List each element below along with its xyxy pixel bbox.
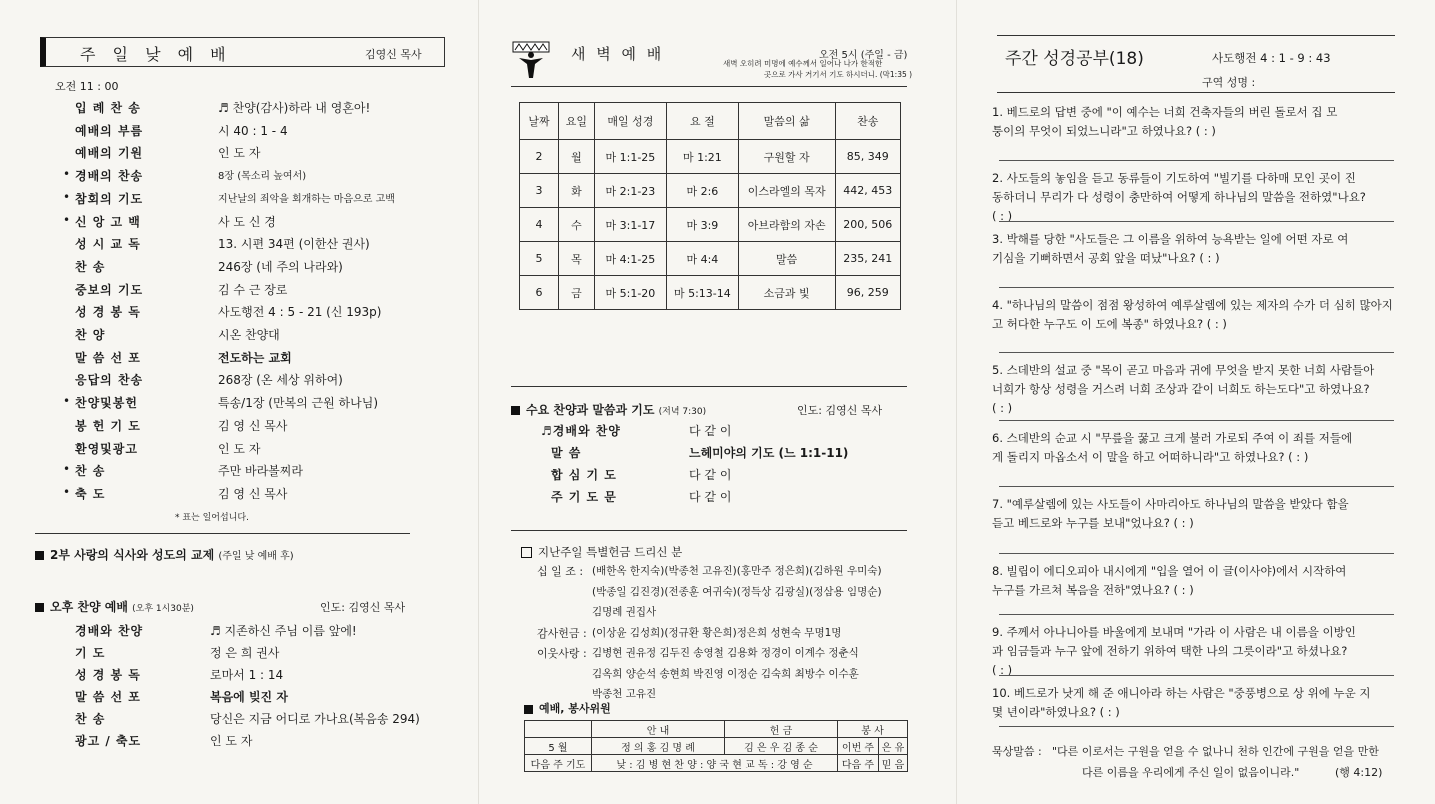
col-usher: 안 내 [592,721,725,738]
service-time: 오전 11 : 00 [55,80,119,93]
question-line: 너희가 항상 성령을 거스려 너희 조상과 같이 너희도 하는도다"고 하였나요? [992,382,1370,396]
afternoon-value: 인 도 자 [210,734,253,748]
dawn-title: 새 벽 예 배 [571,45,665,63]
dawn-verse-2: 곳으로 가사 거기서 기도 하시더니. (막1:35 ) [764,70,913,79]
bullet-dot: • [63,394,71,409]
question-7 [992,495,1397,533]
order-value: 인 도 자 [218,146,261,161]
standing-note: * 표는 일어섭니다. [175,513,249,523]
table-cell: 마 4:1-25 [594,242,666,276]
service-title: 예배, 봉사위원 [539,702,611,715]
question-line: 1. 베드로의 답변 중에 "이 예수는 너희 건축자들의 버린 돌로서 집 모 [992,105,1338,119]
order-label: 신 앙 고 백 [75,214,141,229]
order-label: 환영및광고 [75,441,138,456]
divider [511,86,907,87]
table-cell: 마 2:1-23 [594,174,666,208]
question-line: ( : ) [992,663,1013,677]
order-value: 246장 (네 주의 나라와) [218,259,343,274]
order-label: 찬양및봉헌 [75,396,138,411]
column-header: 말씀의 삶 [738,103,835,140]
square-bullet-icon [35,603,44,612]
thanks-names: (이상윤 김성희)(정규환 황은희)정은희 성현숙 무명1명 [592,626,842,639]
table-cell: 2 [520,140,559,174]
bullet-dot: • [63,189,71,204]
part2-heading [35,546,294,563]
question-9 [992,623,1397,680]
wednesday-label: 주 기 도 문 [551,490,617,504]
next-week-value: 믿 음 [879,755,908,772]
wednesday-value: 다 같 이 [689,424,732,438]
question-line: 6. 스데반의 순교 시 "무릎을 꿇고 크게 불러 가로되 주여 이 죄를 저들에 [992,431,1353,445]
table-cell: 4 [520,208,559,242]
question-line: 기심을 기뻐하면서 공회 앞을 떠났"나요? ( : ) [992,251,1220,265]
order-value: 8장 (목소리 높여서) [218,171,307,183]
service-usher: 정 의 홍 김 명 례 [592,738,725,755]
answer-line [999,486,1394,487]
question-line: 7. "예루살렘에 있는 사도들이 사마리아도 하나님의 말씀을 받았다 함을 [992,497,1349,511]
next-week-label: 다음 주 [838,755,879,772]
order-label: 참회의 기도 [75,191,144,206]
order-value: 시온 찬양대 [218,328,280,342]
table-row [520,208,901,242]
order-value: 지난날의 죄악을 회개하는 마음으로 고백 [218,193,395,205]
order-value: 268장 (온 세상 위하여) [218,373,343,388]
dawn-verse-1: 새벽 오히려 미명에 예수께서 일어나 나가 한적한 [723,59,883,68]
tithe-names: (박종일 김진경)(전종훈 여귀숙)(정득상 김광실)(정삼용 임명순) [592,585,882,598]
question-6 [992,429,1397,467]
question-line: 8. 빌립이 에디오피아 내시에게 "입을 열어 이 글(이사야)에서 시작하여 [992,564,1347,578]
table-cell: 5 [520,242,559,276]
order-label: 중보의 기도 [75,282,144,297]
question-5 [992,361,1397,418]
answer-line [999,726,1394,727]
table-row [520,174,901,208]
memory-verse-ref: (행 4:12) [1335,766,1383,779]
neighbor-names: 김병현 권유정 김두진 송영철 김용화 정경이 이계수 정춘식 [592,647,859,659]
table-cell: 마 5:13-14 [667,276,739,310]
wednesday-heading [511,401,706,418]
order-value: 전도하는 교회 [218,350,292,365]
daily-bible-table [519,102,901,310]
question-1 [992,103,1397,141]
column-header: 매일 성경 [594,103,666,140]
wednesday-value: 느헤미야의 기도 (느 1:1-11) [689,446,849,460]
order-value: ♬ 찬양(감사)하라 내 영혼아! [218,101,371,115]
order-value: 특송/1장 (만복의 근원 하나님) [218,396,378,411]
part2-title: 2부 사랑의 식사와 성도의 교제 [50,548,215,562]
answer-line [999,675,1394,676]
column-header: 찬송 [835,103,900,140]
divider [35,533,410,534]
order-label: 봉 헌 기 도 [75,418,141,433]
table-cell: 85, 349 [835,140,900,174]
question-line: ( : ) [992,209,1013,223]
question-line: 게 돌리지 마옵소서 이 말을 하고 어떠하니라"고 하였나요? ( : ) [992,450,1309,464]
table-cell: 마 1:21 [667,140,739,174]
divider [511,386,907,387]
service-committee-table [524,720,908,772]
order-value: 13. 시편 34편 (이한산 권사) [218,237,370,252]
table-cell: 마 4:4 [667,242,739,276]
afternoon-value: ♬ 지존하신 주님 이름 앞에! [210,624,357,638]
bullet-dot: • [63,212,71,227]
afternoon-label: 경배와 찬양 [75,624,144,638]
order-value: 김 영 신 목사 [218,418,288,433]
question-2 [992,169,1397,226]
question-8 [992,562,1397,600]
study-scope: 사도행전 4 : 1 - 9 : 43 [1212,51,1331,65]
table-row [520,242,901,276]
square-bullet-icon [511,406,520,415]
wednesday-label: 합 심 기 도 [551,468,617,482]
answer-line [999,221,1394,222]
question-line: 몇 년이라"하였나요? ( : ) [992,705,1120,719]
table-cell: 96, 259 [835,276,900,310]
order-label: 찬 송 [75,464,106,479]
afternoon-value: 로마서 1 : 14 [210,668,284,682]
order-value: 주만 바라볼찌라 [218,464,303,479]
memory-verse-line-1: "다른 이로서는 구원을 얻을 수 없나니 천하 인간에 구원을 얻을 만한 [1052,745,1379,758]
part2-sub: (주일 낮 예배 후) [218,551,294,562]
sunday-service-panel [0,0,478,804]
order-label: 축 도 [75,486,106,501]
answer-line [999,614,1394,615]
study-title: 주간 성경공부(18) [1005,49,1144,69]
tithe-names: 김명례 권집사 [592,606,657,618]
table-cell: 이스라엘의 목자 [738,174,835,208]
group-name-field: 구역 성명 : [1202,76,1256,89]
table-cell: 금 [559,276,595,310]
afternoon-label: 성 경 봉 독 [75,668,141,682]
answer-line [999,553,1394,554]
answer-line [999,160,1394,161]
column-header: 요 절 [667,103,739,140]
question-line: 퉁이의 무엇이 되었느니라"고 하였나요? ( : ) [992,124,1216,138]
square-bullet-icon [524,705,533,714]
afternoon-pastor: 인도: 김영신 목사 [320,601,406,614]
question-3 [992,230,1397,268]
neighbor-names: 김옥희 양순석 송현희 박진영 이정순 김숙희 최방수 이수훈 [592,667,859,680]
order-value: 사 도 신 경 [218,214,276,229]
table-cell: 소금과 빛 [738,276,835,310]
afternoon-value: 복음에 빚진 자 [210,690,288,704]
wednesday-label: ♬경배와 찬양 [541,424,621,438]
service-week-value: 은 유 [879,738,908,755]
order-value: 김 영 신 목사 [218,486,288,501]
order-value: 시 40 : 1 - 4 [218,123,288,138]
order-value: 김 수 근 장로 [218,282,288,297]
order-label: 예배의 기원 [75,146,144,161]
divider [511,530,907,531]
wednesday-pastor: 인도: 김영신 목사 [797,404,883,417]
table-cell: 마 5:1-20 [594,276,666,310]
memory-verse-line-2: 다른 이름을 우리에게 주신 일이 없음이니라." [1082,766,1300,779]
question-line: 동하더니 무리가 다 성령이 충만하여 어떻게 하나님의 말씀을 전하였"나요? [992,190,1366,204]
table-cell: 3 [520,174,559,208]
table-cell: 마 3:1-17 [594,208,666,242]
order-value: 사도행전 4 : 5 - 21 (신 193p) [218,305,382,320]
bullet-dot: • [63,462,71,477]
order-label: 입 례 찬 송 [75,101,141,115]
table-cell: 월 [559,140,595,174]
table-header-row [520,103,901,140]
service-week-label: 이번 주 [838,738,879,755]
order-label: 찬 송 [75,259,106,274]
offering-heading [521,544,682,560]
table-row [520,140,901,174]
wednesday-sub: (저녁 7:30) [658,407,707,417]
next-prayer-label: 다음 주 기도 [525,755,592,772]
bible-study-panel [956,0,1435,804]
service-offering: 김 은 우 김 종 순 [725,738,838,755]
table-cell: 아브라함의 자손 [738,208,835,242]
afternoon-label: 말 씀 선 포 [75,690,141,704]
page-title: 주 일 낮 예 배 [80,45,232,64]
question-line: 2. 사도들의 놓임을 듣고 동류들이 기도하여 "빌기를 다하매 모인 곳이 진 [992,171,1356,185]
wednesday-value: 다 같 이 [689,490,732,504]
empty-square-icon [521,547,532,558]
table-cell: 구원할 자 [738,140,835,174]
wednesday-title: 수요 찬양과 말씀과 기도 [526,403,655,417]
next-prayer-value: 낮 : 김 병 현 찬 양 : 양 국 현 교 독 : 강 영 순 [592,755,838,772]
question-line: ( : ) [992,401,1013,415]
dawn-time: 오전 5시 (주일 - 금) [819,50,908,61]
order-label: 응답의 찬송 [75,373,144,388]
table-cell: 마 1:1-25 [594,140,666,174]
table-cell: 화 [559,174,595,208]
square-bullet-icon [35,551,44,560]
service-month: 5 월 [525,738,592,755]
table-cell: 235, 241 [835,242,900,276]
question-4 [992,296,1397,334]
order-label: 말 씀 선 포 [75,350,141,365]
question-line: 9. 주께서 아나니아를 바울에게 보내며 "가라 이 사람은 내 이름을 이방인 [992,625,1356,639]
divider [997,35,1395,36]
column-header: 요일 [559,103,595,140]
afternoon-heading [35,598,194,615]
afternoon-label: 광고 / 축도 [75,734,142,748]
memory-verse-label: 묵상말씀 : [992,745,1042,758]
question-line: 듣고 베드로와 누구를 보내"었나요? ( : ) [992,516,1194,530]
question-line: 누구를 가르쳐 복음을 전하"였나요? ( : ) [992,583,1194,597]
afternoon-value: 당신은 지금 어디로 가나요(복음송 294) [210,712,420,726]
question-line: 10. 베드로가 낫게 해 준 애니아라 하는 사람은 "중풍병으로 상 위에 누운 지 [992,686,1371,700]
afternoon-value: 정 은 희 권사 [210,646,280,660]
wednesday-value: 다 같 이 [689,468,732,482]
dawn-service-panel [478,0,957,804]
table-row [520,276,901,310]
bullet-dot: • [63,167,71,182]
answer-line [999,287,1394,288]
table-cell: 수 [559,208,595,242]
question-10 [992,684,1397,722]
praying-figure-icon [511,40,551,80]
col-offering: 헌 금 [725,721,838,738]
question-line: 고 허다한 누구도 이 도에 복종" 하였나요? ( : ) [992,317,1227,331]
table-cell: 442, 453 [835,174,900,208]
table-cell: 마 3:9 [667,208,739,242]
afternoon-sub: (오후 1시30분) [132,604,194,614]
order-label: 찬 양 [75,328,106,342]
tithe-label: 십 일 조 : [537,565,584,578]
question-line: 3. 박해를 당한 "사도들은 그 이름을 위하여 능욕받는 일에 어떤 자로 여 [992,232,1349,246]
neighbor-label: 이웃사랑 : [537,647,587,660]
divider [997,92,1395,93]
column-header: 날짜 [520,103,559,140]
afternoon-label: 기 도 [75,646,106,660]
order-label: 예배의 부름 [75,123,144,138]
afternoon-title: 오후 찬양 예배 [50,600,128,614]
table-cell: 마 2:6 [667,174,739,208]
table-cell: 목 [559,242,595,276]
offering-title: 지난주일 특별헌금 드리신 분 [538,545,683,559]
order-label: 성 경 봉 독 [75,305,141,320]
afternoon-label: 찬 송 [75,712,106,726]
neighbor-names: 박종천 고유진 [592,688,657,700]
tithe-names: (배한옥 한지숙)(박종천 고유진)(홍만주 정은희)(김하원 우미숙) [592,565,882,577]
order-label: 성 시 교 독 [75,237,141,252]
table-cell: 6 [520,276,559,310]
order-value: 인 도 자 [218,441,261,456]
question-line: 과 임금들과 누구 앞에 전하기 위하여 택한 나의 그릇이라"고 하셨나요? [992,644,1348,658]
bullet-dot: • [63,484,71,499]
question-line: 5. 스데반의 설교 중 "목이 곧고 마음과 귀에 무엇을 받지 못한 너희 사람들아 [992,363,1375,377]
wednesday-label: 말 씀 [551,446,582,460]
answer-line [999,352,1394,353]
thanks-label: 감사헌금 : [537,626,587,640]
table-cell: 200, 506 [835,208,900,242]
question-line: 4. "하나님의 말씀이 점점 왕성하여 예루살렘에 있는 제자의 수가 더 심히 많아지 [992,298,1393,312]
table-cell: 말씀 [738,242,835,276]
pastor-name: 김영신 목사 [365,48,422,61]
col-service: 봉 사 [838,721,908,738]
answer-line [999,420,1394,421]
order-label: 경배의 찬송 [75,169,144,184]
service-heading [524,700,611,716]
